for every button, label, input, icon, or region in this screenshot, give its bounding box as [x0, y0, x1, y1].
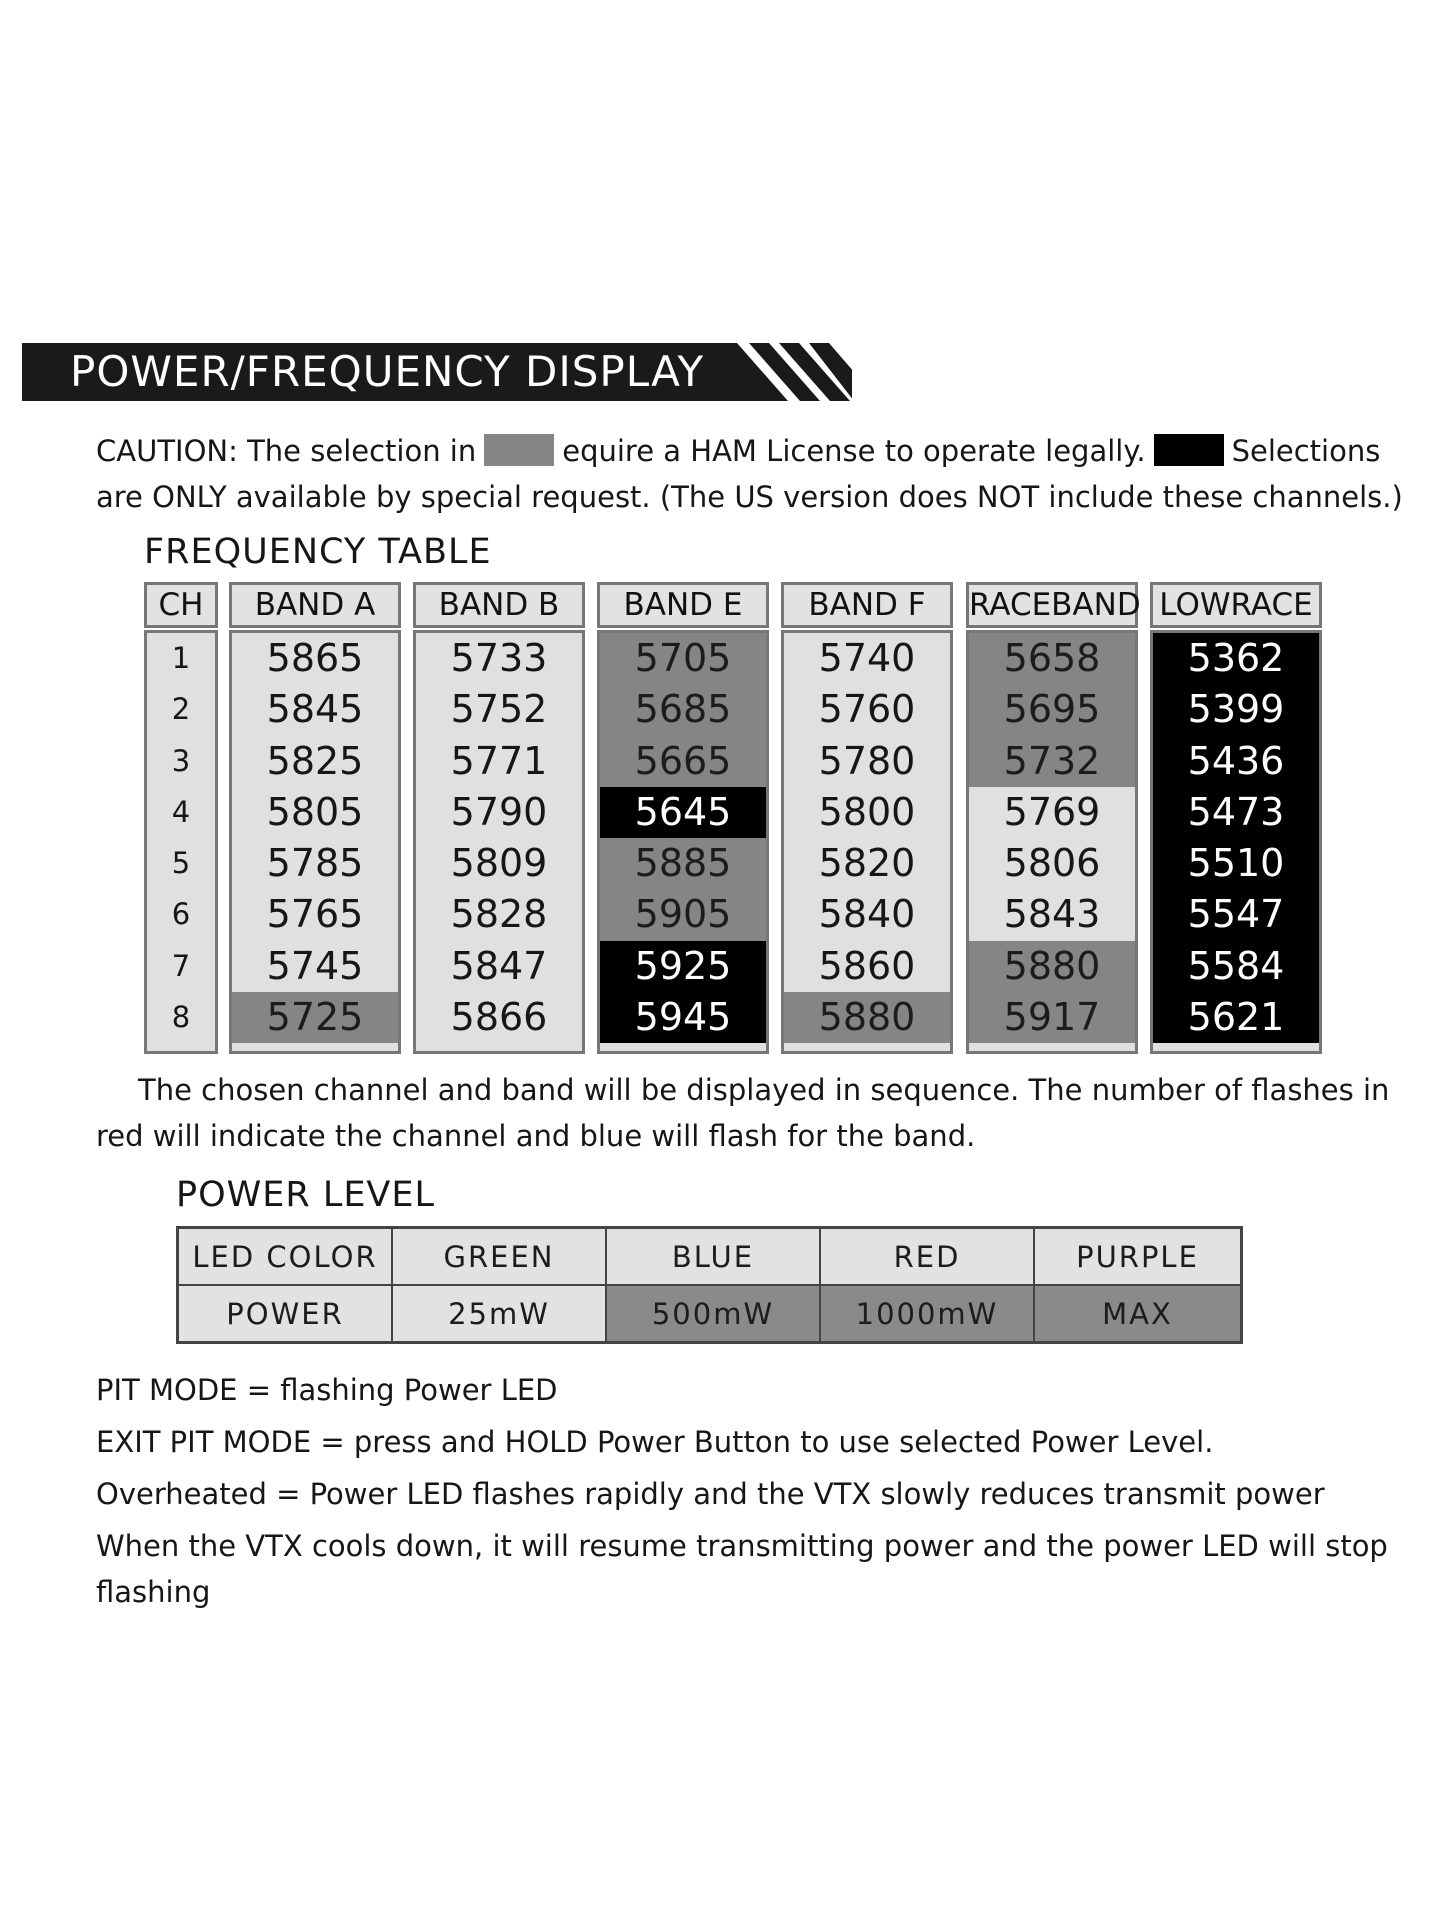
- frequency-cell: 5880: [784, 992, 950, 1043]
- band-f-column: [781, 630, 953, 1054]
- ch-cell: 3: [171, 743, 191, 778]
- frequency-cell: 5925: [600, 941, 766, 992]
- frequency-cell: 5473: [1153, 787, 1319, 838]
- band-b-header: BAND B: [413, 582, 585, 628]
- section-banner: [22, 343, 852, 401]
- power-label: POWER: [179, 1286, 391, 1341]
- frequency-cell: 5765: [266, 892, 364, 937]
- frequency-cell: 5732: [969, 736, 1135, 787]
- power-value-green: 25mW: [393, 1286, 605, 1341]
- frequency-cell: 5510: [1153, 838, 1319, 889]
- ch-cell: 7: [171, 948, 191, 983]
- frequency-cell: 5840: [818, 892, 916, 937]
- frequency-cell: 5945: [600, 992, 766, 1043]
- page-title: POWER/FREQUENCY DISPLAY: [70, 347, 705, 396]
- caution-text-2: equire a HAM License to operate legally.: [562, 434, 1146, 468]
- led-color-green: GREEN: [393, 1229, 605, 1284]
- frequency-cell: 5725: [232, 992, 398, 1043]
- frequency-cell: 5905: [600, 889, 766, 940]
- caution-line-1: [96, 428, 1381, 474]
- note-pit-mode: PIT MODE = flashing Power LED: [96, 1373, 558, 1407]
- caution-text-1: CAUTION: The selection in: [96, 434, 477, 468]
- lowrace-column: [1150, 630, 1322, 1054]
- frequency-cell: 5547: [1153, 889, 1319, 940]
- frequency-cell: 5658: [969, 633, 1135, 684]
- frequency-cell: 5752: [450, 687, 548, 732]
- sequence-note-line-1: The chosen channel and band will be displayed in sequence. The number of flashes in: [138, 1073, 1390, 1107]
- raceband-column: [966, 630, 1138, 1054]
- led-color-purple: PURPLE: [1035, 1229, 1240, 1284]
- frequency-cell: 5917: [969, 992, 1135, 1043]
- band-b-column: [413, 630, 585, 1054]
- gray-swatch: [484, 434, 554, 466]
- band-e-column: [597, 630, 769, 1054]
- frequency-cell: 5685: [600, 684, 766, 735]
- frequency-cell: 5584: [1153, 941, 1319, 992]
- band-a-header: BAND A: [229, 582, 401, 628]
- band-a-column: [229, 630, 401, 1054]
- note-cool-down: When the VTX cools down, it will resume transmitting power and the power LED will stop: [96, 1529, 1388, 1563]
- frequency-cell: 5805: [266, 789, 364, 834]
- frequency-cell: 5745: [266, 943, 364, 988]
- frequency-cell: 5845: [266, 687, 364, 732]
- frequency-cell: 5847: [450, 943, 548, 988]
- black-swatch: [1154, 434, 1224, 466]
- power-value-blue: 500mW: [607, 1286, 819, 1341]
- power-value-purple: MAX: [1035, 1286, 1240, 1341]
- sequence-note-line-2: red will indicate the channel and blue will flash for the band.: [96, 1119, 976, 1153]
- ch-cell: 5: [171, 846, 191, 880]
- note-overheated: Overheated = Power LED flashes rapidly and the VTX slowly reduces transmit power: [96, 1477, 1325, 1511]
- frequency-table-heading: FREQUENCY TABLE: [144, 532, 492, 572]
- frequency-cell: 5362: [1153, 633, 1319, 684]
- led-color-red: RED: [821, 1229, 1033, 1284]
- band-e-header: BAND E: [597, 582, 769, 628]
- frequency-cell: 5820: [818, 841, 916, 885]
- lowrace-header: LOWRACE: [1150, 582, 1322, 628]
- led-color-label: LED COLOR: [179, 1229, 391, 1284]
- raceband-header: RACEBAND: [966, 582, 1138, 628]
- power-level-table: [176, 1226, 1243, 1344]
- frequency-cell: 5885: [600, 838, 766, 889]
- frequency-cell: 5760: [818, 687, 916, 732]
- frequency-cell: 5621: [1153, 992, 1319, 1043]
- power-value-red: 1000mW: [821, 1286, 1033, 1341]
- frequency-cell: 5800: [818, 789, 916, 834]
- caution-text-3: Selections: [1231, 434, 1381, 468]
- note-flashing: flashing: [96, 1575, 211, 1609]
- frequency-cell: 5771: [450, 738, 548, 783]
- frequency-cell: 5865: [266, 636, 364, 680]
- frequency-cell: 5860: [818, 943, 916, 988]
- led-color-blue: BLUE: [607, 1229, 819, 1284]
- frequency-cell: 5780: [818, 738, 916, 783]
- ch-cell: 4: [171, 794, 191, 829]
- frequency-cell: 5733: [450, 636, 548, 680]
- ch-cell: 2: [171, 692, 191, 727]
- frequency-cell: 5705: [600, 633, 766, 684]
- frequency-cell: 5785: [266, 841, 364, 885]
- frequency-cell: 5790: [450, 789, 548, 834]
- ch-cell: 8: [171, 999, 191, 1034]
- ch-cell: 1: [171, 641, 191, 675]
- frequency-cell: 5695: [969, 684, 1135, 735]
- frequency-cell: 5866: [450, 994, 548, 1039]
- frequency-cell: 5740: [818, 636, 916, 680]
- ch-header: CH: [144, 582, 218, 628]
- frequency-cell: 5436: [1153, 736, 1319, 787]
- frequency-cell: 5665: [600, 736, 766, 787]
- frequency-cell: 5769: [1003, 789, 1101, 834]
- power-level-heading: POWER LEVEL: [176, 1175, 435, 1215]
- frequency-cell: 5806: [1003, 841, 1101, 885]
- frequency-cell: 5399: [1153, 684, 1319, 735]
- caution-line-2: are ONLY available by special request. (The US version does NOT include these channels.): [96, 480, 1403, 514]
- frequency-cell: 5645: [600, 787, 766, 838]
- band-f-header: BAND F: [781, 582, 953, 628]
- ch-cell: 6: [171, 897, 191, 932]
- frequency-cell: 5828: [450, 892, 548, 937]
- ch-column: [144, 630, 218, 1054]
- note-exit-pit-mode: EXIT PIT MODE = press and HOLD Power Button to use selected Power Level.: [96, 1425, 1214, 1459]
- frequency-cell: 5825: [266, 738, 364, 783]
- frequency-cell: 5880: [969, 941, 1135, 992]
- frequency-cell: 5843: [1003, 892, 1101, 937]
- frequency-cell: 5809: [450, 841, 548, 885]
